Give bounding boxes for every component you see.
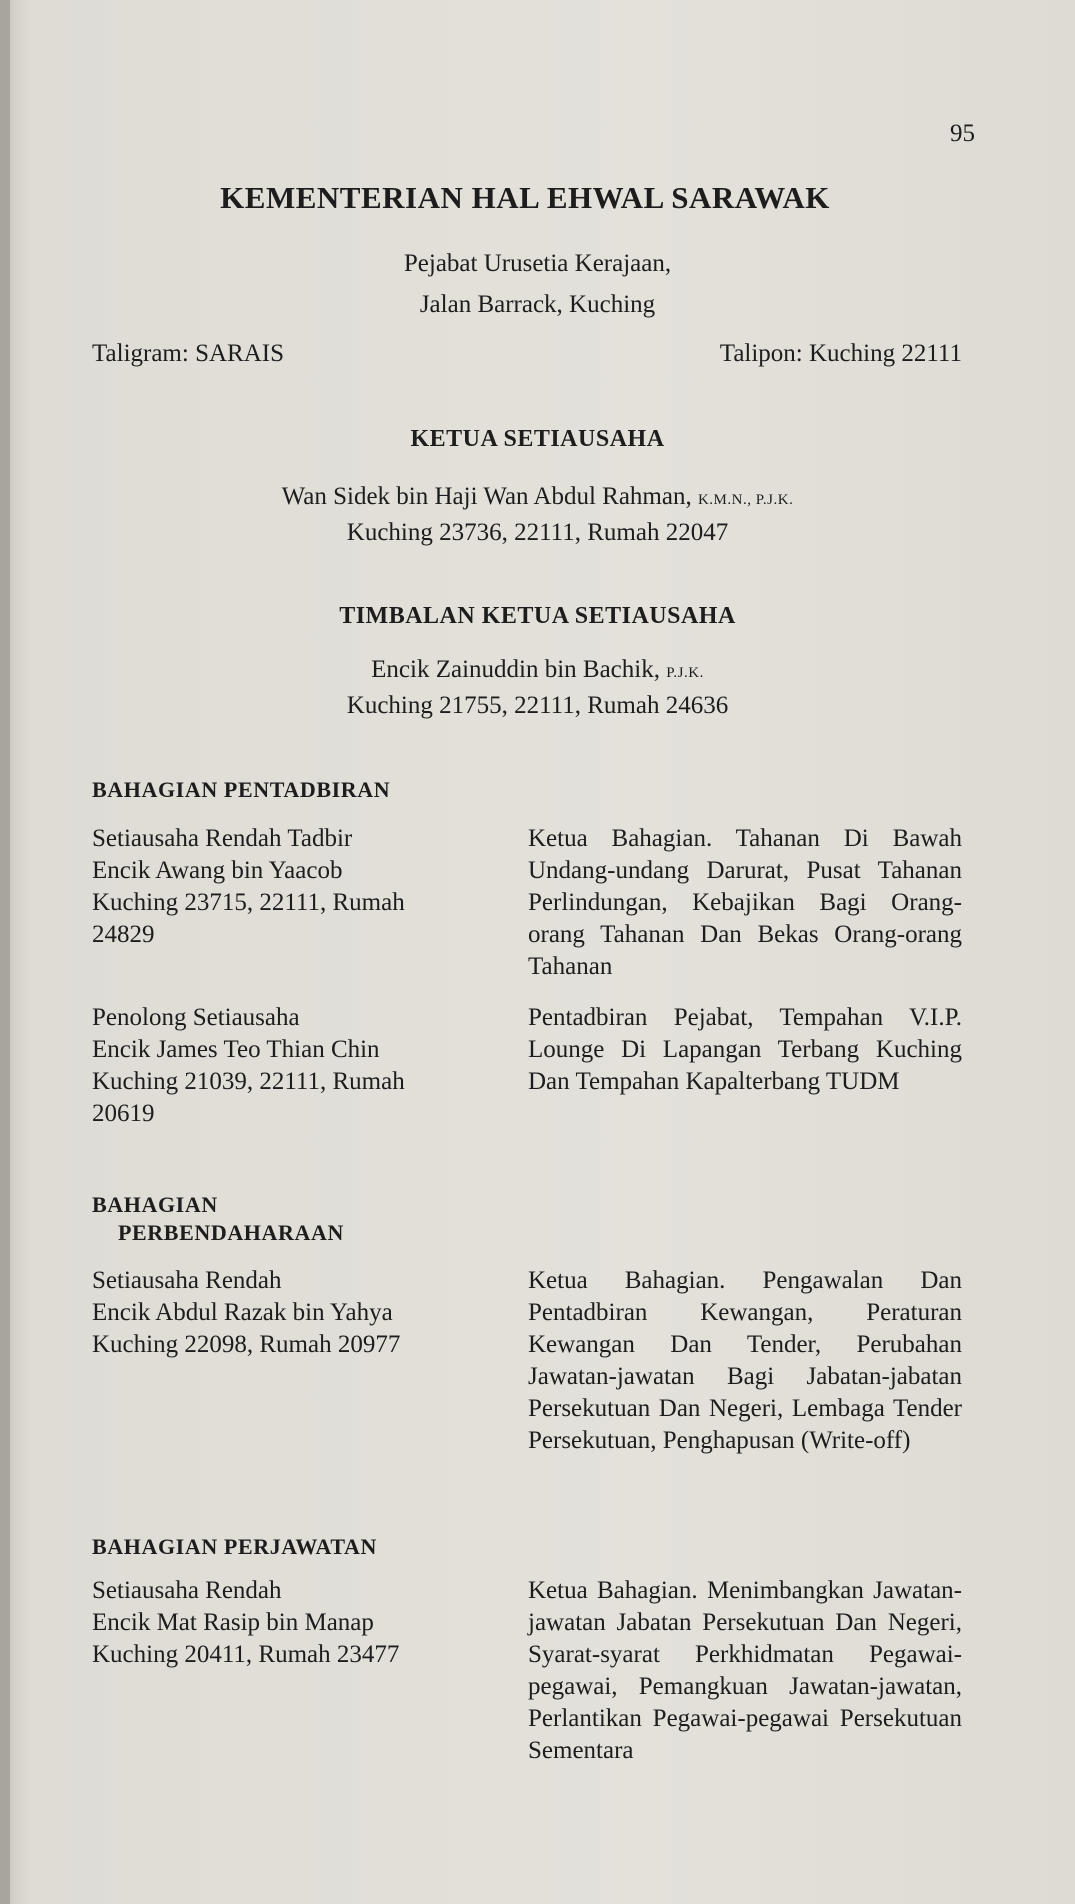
officer-title: Setiausaha Rendah [92,1267,282,1294]
deputy-phones: Kuching 21755, 22111, Rumah 24636 [346,692,729,719]
officer-phones-cont: 24829 [92,921,155,948]
section-heading-perjawatan: BAHAGIAN PERJAWATAN [92,1534,377,1559]
deputy-name: Encik Zainuddin bin Bachik, [371,656,660,683]
officer-name: Encik Abdul Razak bin Yahya [92,1299,393,1326]
officer-name: Encik Mat Rasip bin Manap [92,1609,374,1636]
officer-name: Encik James Teo Thian Chin [92,1036,380,1063]
section-heading-line1: BAHAGIAN [92,1192,218,1217]
officer-phones: Kuching 20411, Rumah 23477 [92,1641,400,1668]
office-address: Jalan Barrack, Kuching [419,291,656,318]
section-heading-perbendaharaan [92,1191,344,1247]
secretary-heading: KETUA SETIAUSAHA [410,426,665,452]
entry-perbendaharaan-duties: Ketua Bahagian. Pengawalan Dan Pentadbiran Kewangan, Peraturan Kewangan Dan Tender, Perubahan Jawatan-jawatan Bagi Jabatan-jabatan Persekutuan Dan Negeri, Lembaga Tender Persekutuan, Penghapusan (Write-off) [528,1267,962,1454]
section-heading-pentadbiran: BAHAGIAN PENTADBIRAN [92,777,391,802]
section-heading-line2: PERBENDAHARAAN [118,1220,344,1245]
officer-phones: Kuching 23715, 22111, Rumah [92,889,405,916]
officer-name: Encik Awang bin Yaacob [92,857,343,884]
deputy-heading: TIMBALAN KETUA SETIAUSAHA [339,603,736,629]
book-spine-edge [0,0,10,1904]
ministry-title: KEMENTERIAN HAL EHWAL SARAWAK [220,180,830,215]
entry-perjawatan-duties: Ketua Bahagian. Menimbangkan Jawatan-jawatan Jabatan Persekutuan Dan Negeri, Syarat-syarat Perkhidmatan Pegawai-pegawai, Pemangkuan Jawatan-jawatan, Perlantikan Pegawai-pegawai Persekutuan Sementara [528,1577,962,1764]
entry-pentadbiran-2-duties: Pentadbiran Pejabat, Tempahan V.I.P. Lounge Di Lapangan Terbang Kuching Dan Tempahan Kapalterbang TUDM [528,1004,962,1095]
entry-pentadbiran-1-officer [92,823,477,951]
secretary-name-line [0,483,1075,511]
entry-pentadbiran-1-duties: Ketua Bahagian. Tahanan Di Bawah Undang-undang Darurat, Pusat Tahanan Perlindungan, Kebajikan Bagi Orang-orang Tahanan Dan Bekas Orang-orang Tahanan [528,825,962,980]
officer-title: Setiausaha Rendah [92,1577,282,1604]
entry-perbendaharaan-officer [92,1265,477,1361]
deputy-name-line [0,656,1075,684]
page-number: 95 [950,120,975,147]
entry-pentadbiran-2-officer [92,1002,477,1130]
office-name: Pejabat Urusetia Kerajaan, [403,250,672,277]
secretary-phones: Kuching 23736, 22111, Rumah 22047 [346,519,729,546]
deputy-postnominals: P.J.K. [666,665,704,681]
officer-phones: Kuching 21039, 22111, Rumah [92,1068,405,1095]
officer-title: Penolong Setiausaha [92,1004,300,1031]
officer-title: Setiausaha Rendah Tadbir [92,825,353,852]
officer-phones: Kuching 22098, Rumah 20977 [92,1331,401,1358]
secretary-postnominals: K.M.N., P.J.K. [697,492,794,508]
telegram-address: Taligram: SARAIS [92,340,284,367]
secretary-name: Wan Sidek bin Haji Wan Abdul Rahman, [281,483,692,510]
officer-phones-cont: 20619 [92,1100,155,1127]
telephone-number: Talipon: Kuching 22111 [719,340,962,367]
entry-perjawatan-officer [92,1575,477,1671]
contact-row [92,340,962,368]
